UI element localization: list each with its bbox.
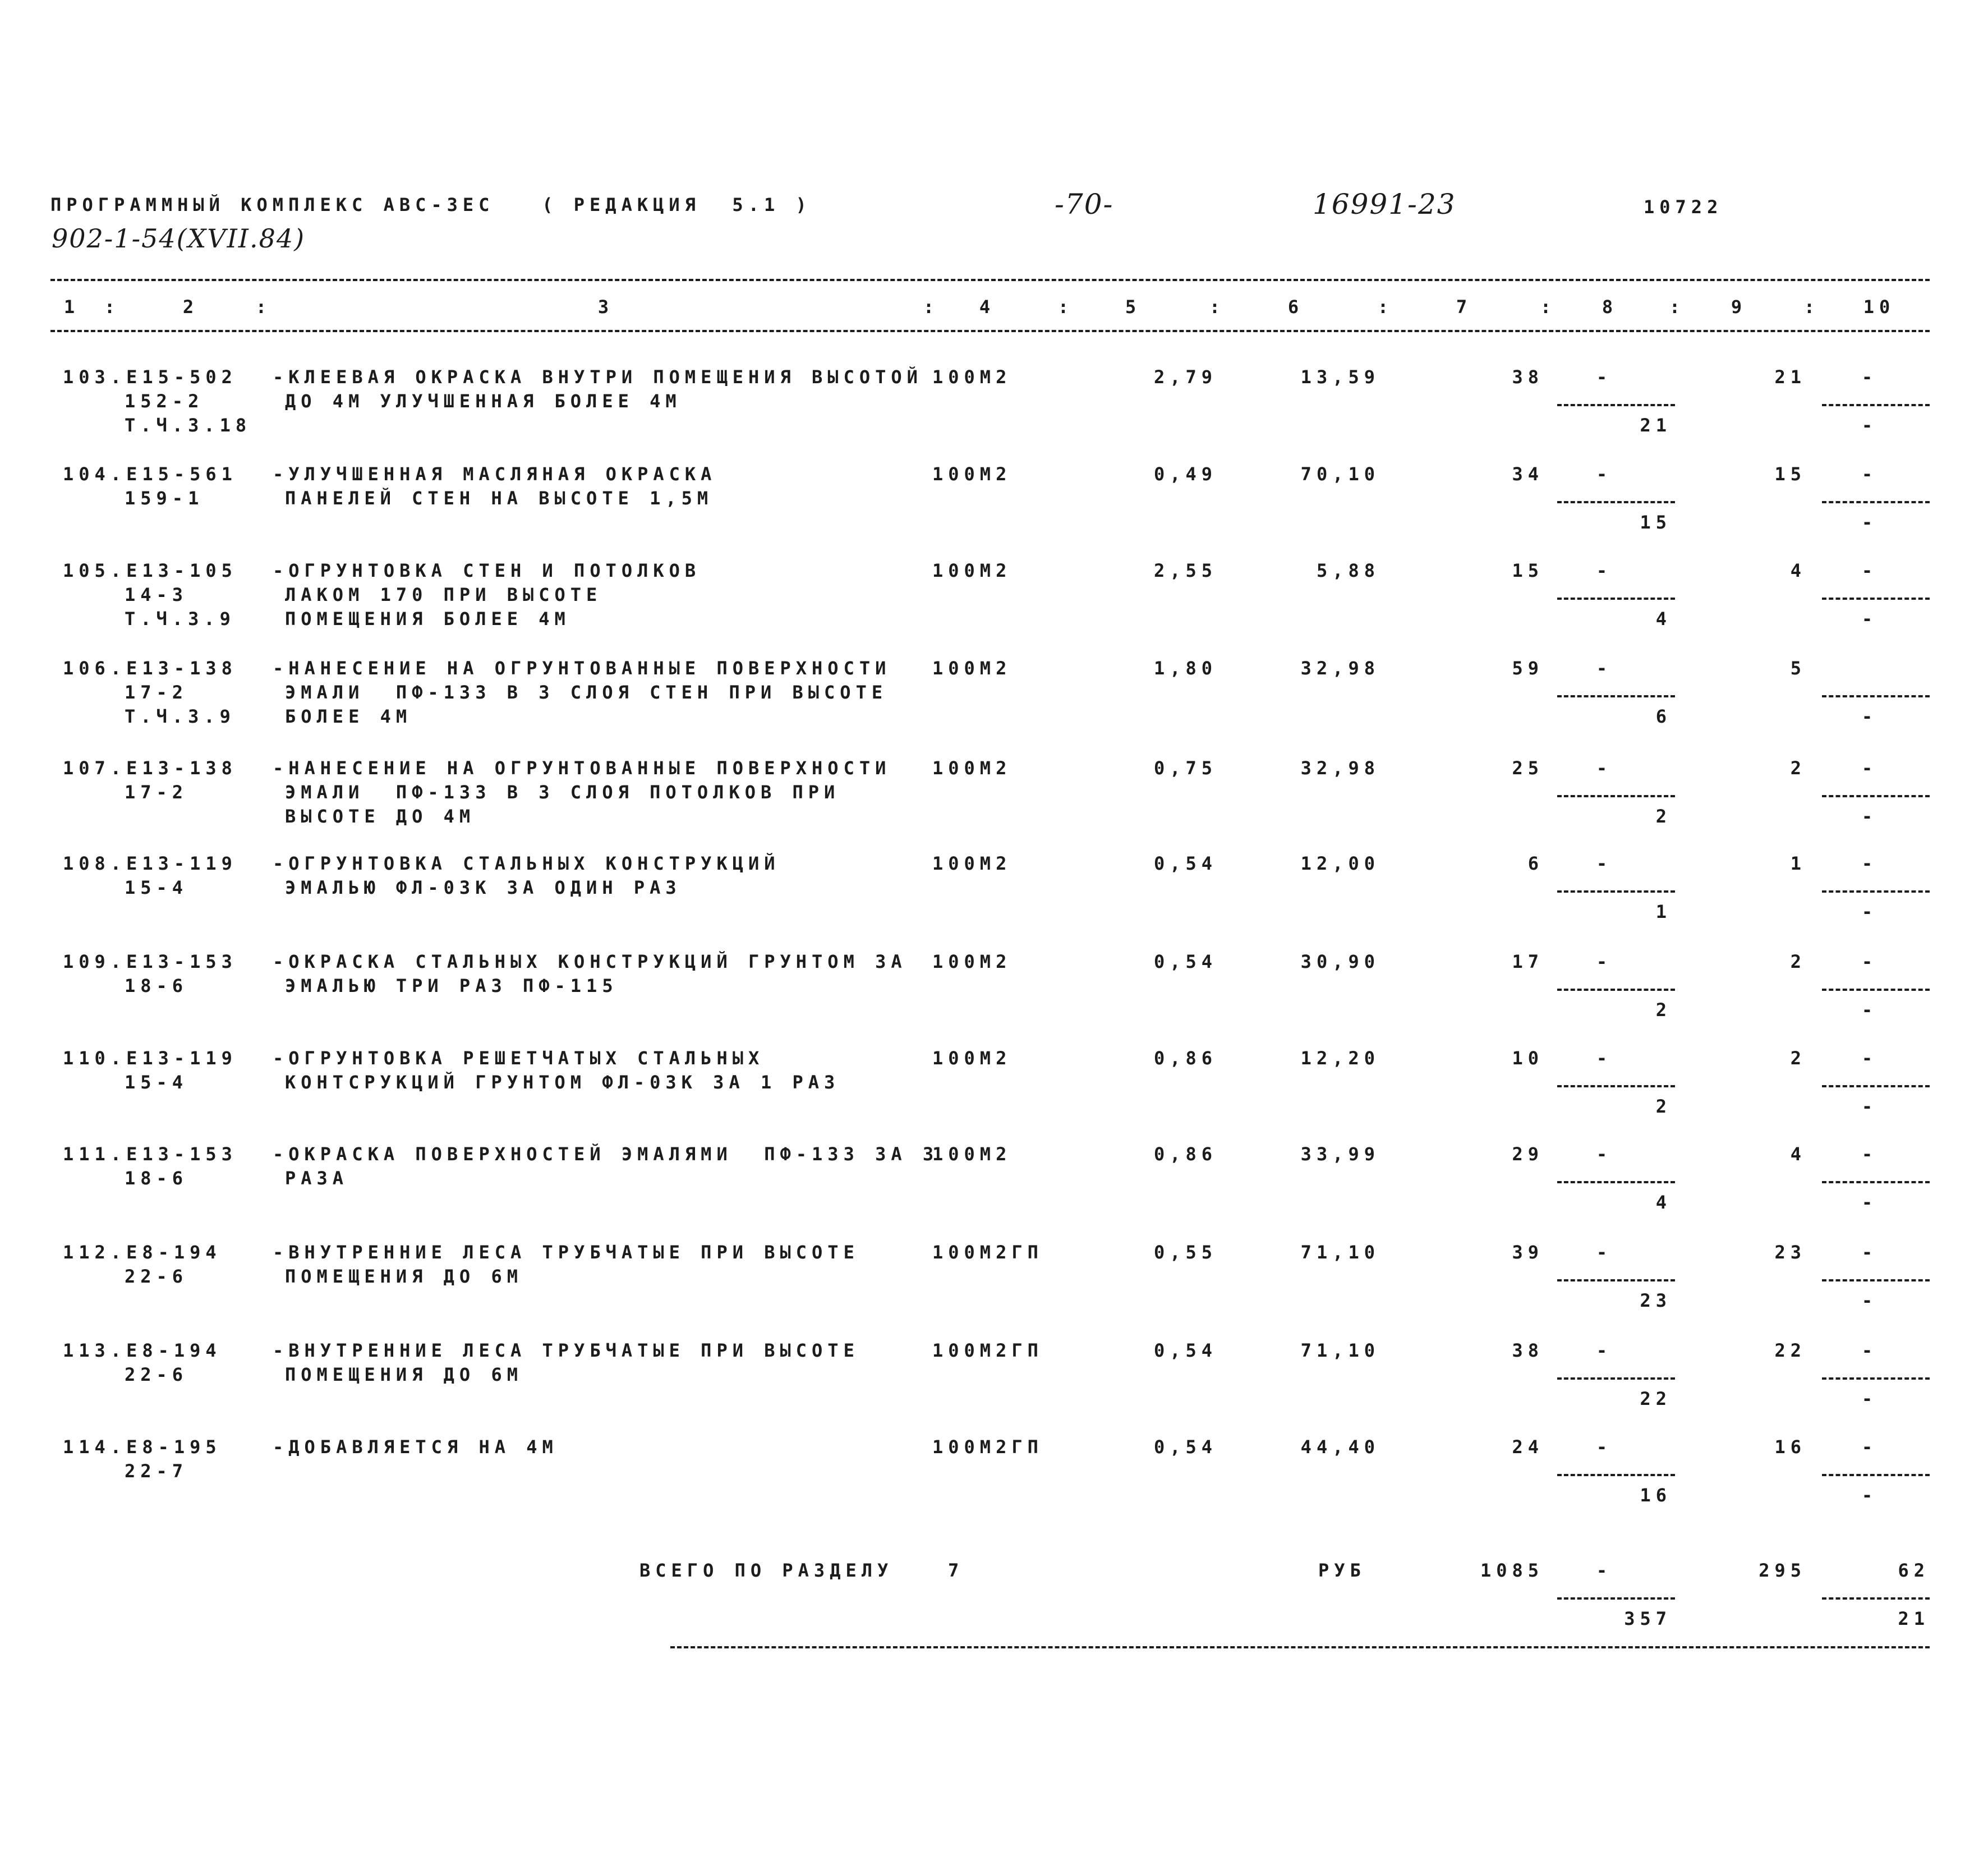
- program-title: ПРОГРАММНЫЙ КОМПЛЕКС АВС-ЗЕС ( РЕДАКЦИЯ 5.1 ): [50, 194, 812, 215]
- column-number: 5: [1125, 296, 1142, 318]
- col8-bottom: 2: [1655, 806, 1672, 827]
- total-cost: 38: [1512, 1340, 1544, 1361]
- col10-bottom: -: [1861, 1485, 1878, 1506]
- summary-section: 7: [948, 1560, 964, 1581]
- col8-top: -: [1596, 1242, 1613, 1263]
- project-code: 16991-23: [1313, 188, 1456, 220]
- unit: 100М2: [932, 951, 1012, 972]
- work-description-line: -НАНЕСЕНИЕ НА ОГРУНТОВАННЫЕ ПОВЕРХНОСТИ: [273, 757, 891, 779]
- col8-bottom: 22: [1640, 1388, 1672, 1409]
- column-separator: :: [1803, 296, 1820, 318]
- col8-bottom: 4: [1655, 608, 1672, 630]
- norm-reference: 18-6: [125, 1168, 188, 1189]
- header-rule-bottom: [50, 330, 1930, 332]
- total-cost: 39: [1512, 1242, 1544, 1263]
- work-description-line: -УЛУЧШЕННАЯ МАСЛЯНАЯ ОКРАСКА: [273, 463, 717, 485]
- item-code: 108.Е13-119: [63, 853, 237, 874]
- col8-top: -: [1596, 1340, 1613, 1361]
- quantity: 0,54: [1153, 951, 1217, 972]
- item-code: 110.Е13-119: [63, 1048, 237, 1069]
- unit: 100М2ГП: [932, 1340, 1043, 1361]
- col8-bottom: 21: [1640, 415, 1672, 436]
- norm-reference: 22-6: [125, 1364, 188, 1385]
- col8-bottom: 15: [1640, 512, 1672, 533]
- col8-top: -: [1596, 366, 1613, 388]
- column-separator: :: [1377, 296, 1394, 318]
- column-number: 10: [1863, 296, 1895, 318]
- col9-value: 21: [1774, 366, 1806, 388]
- col10-divider: [1822, 1085, 1930, 1087]
- col9-value: 2: [1790, 1048, 1806, 1069]
- col10-top: -: [1861, 1048, 1878, 1069]
- work-description-line: КОНТСРУКЦИЙ ГРУНТОМ ФЛ-03К ЗА 1 РАЗ: [285, 1072, 840, 1093]
- unit: 100М2: [932, 658, 1012, 679]
- col8-top: -: [1596, 658, 1613, 679]
- col10-bottom: -: [1861, 1388, 1878, 1409]
- work-description-line: -ОГРУНТОВКА СТЕН И ПОТОЛКОВ: [273, 560, 701, 581]
- col8-divider: [1557, 404, 1675, 406]
- col10-divider: [1822, 795, 1930, 797]
- col8-top: -: [1596, 463, 1613, 485]
- column-number: 6: [1287, 296, 1304, 318]
- unit: 100М2ГП: [932, 1242, 1043, 1263]
- norm-reference: 17-2: [125, 682, 188, 703]
- norm-reference: 159-1: [125, 488, 204, 509]
- document-reference: 902-1-54(XVII.84): [52, 223, 306, 254]
- quantity: 2,79: [1153, 366, 1217, 388]
- column-number: 2: [182, 296, 199, 318]
- total-cost: 34: [1512, 463, 1544, 485]
- work-description-line: -ОКРАСКА СТАЛЬНЫХ КОНСТРУКЦИЙ ГРУНТОМ ЗА: [273, 951, 907, 972]
- col8-top: -: [1596, 1143, 1613, 1165]
- work-description-line: ЭМАЛИ ПФ-133 В 3 СЛОЯ СТЕН ПРИ ВЫСОТЕ: [285, 682, 888, 703]
- work-description-line: -КЛЕЕВАЯ ОКРАСКА ВНУТРИ ПОМЕЩЕНИЯ ВЫСОТОЙ: [273, 366, 923, 388]
- work-description-line: -ОКРАСКА ПОВЕРХНОСТЕЙ ЭМАЛЯМИ ПФ-133 ЗА 3: [273, 1143, 939, 1165]
- column-number: 9: [1731, 296, 1747, 318]
- col8-bottom: 1: [1655, 901, 1672, 922]
- unit: 100М2: [932, 757, 1012, 779]
- unit-price: 71,10: [1300, 1242, 1380, 1263]
- col9-value: 2: [1790, 951, 1806, 972]
- column-separator: :: [1209, 296, 1226, 318]
- item-code: 112.Е8-194: [63, 1242, 222, 1263]
- total-cost: 59: [1512, 658, 1544, 679]
- col10-divider: [1822, 1181, 1930, 1183]
- col10-top: -: [1861, 1143, 1878, 1165]
- coefficient-reference: Т.Ч.3.9: [125, 706, 236, 727]
- item-code: 113.Е8-194: [63, 1340, 222, 1361]
- col10-bottom: -: [1861, 901, 1878, 922]
- summary-col10-bottom: 21: [1898, 1608, 1930, 1629]
- col8-divider: [1557, 795, 1675, 797]
- item-code: 107.Е13-138: [63, 757, 237, 779]
- col8-divider: [1557, 989, 1675, 991]
- col10-bottom: -: [1861, 1096, 1878, 1117]
- col10-bottom: -: [1861, 706, 1878, 727]
- col10-divider: [1822, 501, 1930, 503]
- unit: 100М2: [932, 366, 1012, 388]
- work-description-line: ПОМЕЩЕНИЯ БОЛЕЕ 4М: [285, 608, 570, 630]
- work-description-line: ЭМАЛЬЮ ФЛ-03К ЗА ОДИН РАЗ: [285, 877, 682, 898]
- col8-top: -: [1596, 1048, 1613, 1069]
- total-cost: 6: [1527, 853, 1544, 874]
- col9-value: 5: [1790, 658, 1806, 679]
- summary-total: 1085: [1480, 1560, 1544, 1581]
- coefficient-reference: Т.Ч.3.18: [125, 415, 252, 436]
- column-separator: :: [255, 296, 272, 318]
- work-description-line: РАЗА: [285, 1168, 349, 1189]
- norm-reference: 22-6: [125, 1266, 188, 1287]
- col8-divider: [1557, 890, 1675, 893]
- summary-label: ВСЕГО ПО РАЗДЕЛУ: [639, 1560, 894, 1581]
- col8-divider: [1557, 1085, 1675, 1087]
- column-separator: :: [1540, 296, 1557, 318]
- unit-price: 33,99: [1300, 1143, 1380, 1165]
- col9-value: 1: [1790, 853, 1806, 874]
- unit-price: 12,00: [1300, 853, 1380, 874]
- item-code: 114.Е8-195: [63, 1436, 222, 1458]
- col9-value: 16: [1774, 1436, 1806, 1458]
- work-description-line: -НАНЕСЕНИЕ НА ОГРУНТОВАННЫЕ ПОВЕРХНОСТИ: [273, 658, 891, 679]
- col10-top: -: [1861, 560, 1878, 581]
- unit-price: 12,20: [1300, 1048, 1380, 1069]
- col10-top: -: [1861, 1242, 1878, 1263]
- col8-bottom: 23: [1640, 1290, 1672, 1311]
- unit: 100М2: [932, 463, 1012, 485]
- col8-divider: [1557, 598, 1675, 600]
- col8-top: -: [1596, 853, 1613, 874]
- work-description-line: ПОМЕЩЕНИЯ ДО 6М: [285, 1266, 523, 1287]
- unit-price: 13,59: [1300, 366, 1380, 388]
- col10-bottom: -: [1861, 415, 1878, 436]
- col8-top: -: [1596, 1436, 1613, 1458]
- quantity: 0,55: [1153, 1242, 1217, 1263]
- col10-divider: [1822, 1377, 1930, 1380]
- col9-value: 4: [1790, 1143, 1806, 1165]
- work-description-line: -ОГРУНТОВКА СТАЛЬНЫХ КОНСТРУКЦИЙ: [273, 853, 780, 874]
- column-number: 7: [1456, 296, 1472, 318]
- column-separator: :: [923, 296, 940, 318]
- col10-divider: [1822, 404, 1930, 406]
- quantity: 0,54: [1153, 1436, 1217, 1458]
- norm-reference: 15-4: [125, 877, 188, 898]
- summary-col8-top: -: [1596, 1560, 1613, 1581]
- summary-col8-divider: [1557, 1597, 1675, 1600]
- item-code: 106.Е13-138: [63, 658, 237, 679]
- quantity: 0,75: [1153, 757, 1217, 779]
- total-cost: 15: [1512, 560, 1544, 581]
- norm-reference: 15-4: [125, 1072, 188, 1093]
- work-description-line: ЛАКОМ 170 ПРИ ВЫСОТЕ: [285, 584, 602, 605]
- column-separator: :: [1057, 296, 1074, 318]
- col8-bottom: 6: [1655, 706, 1672, 727]
- work-description-line: ЭМАЛИ ПФ-133 В 3 СЛОЯ ПОТОЛКОВ ПРИ: [285, 782, 840, 803]
- col10-bottom: -: [1861, 608, 1878, 630]
- col10-bottom: -: [1861, 806, 1878, 827]
- work-description-line: ВЫСОТЕ ДО 4М: [285, 806, 476, 827]
- summary-col10-divider: [1822, 1597, 1930, 1600]
- unit-price: 32,98: [1300, 757, 1380, 779]
- col10-divider: [1822, 1474, 1930, 1476]
- quantity: 1,80: [1153, 658, 1217, 679]
- item-code: 105.Е13-105: [63, 560, 237, 581]
- unit: 100М2ГП: [932, 1436, 1043, 1458]
- col9-value: 2: [1790, 757, 1806, 779]
- document-number: 10722: [1644, 196, 1723, 218]
- col8-top: -: [1596, 757, 1613, 779]
- col8-divider: [1557, 1377, 1675, 1380]
- item-code: 104.Е15-561: [63, 463, 237, 485]
- col10-divider: [1822, 598, 1930, 600]
- col10-bottom: -: [1861, 999, 1878, 1021]
- column-separator: :: [1669, 296, 1686, 318]
- total-cost: 29: [1512, 1143, 1544, 1165]
- column-number: 8: [1602, 296, 1618, 318]
- summary-rule-bottom: [670, 1646, 1930, 1648]
- unit-price: 32,98: [1300, 658, 1380, 679]
- total-cost: 24: [1512, 1436, 1544, 1458]
- column-separator: :: [104, 296, 121, 318]
- item-code: 111.Е13-153: [63, 1143, 237, 1165]
- work-description-line: -ВНУТРЕННИЕ ЛЕСА ТРУБЧАТЫЕ ПРИ ВЫСОТЕ: [273, 1242, 859, 1263]
- col10-top: -: [1861, 757, 1878, 779]
- column-number: 4: [979, 296, 996, 318]
- summary-col10-top: 62: [1898, 1560, 1930, 1581]
- quantity: 0,86: [1153, 1143, 1217, 1165]
- col10-bottom: -: [1861, 512, 1878, 533]
- unit: 100М2: [932, 560, 1012, 581]
- total-cost: 17: [1512, 951, 1544, 972]
- work-description-line: -ВНУТРЕННИЕ ЛЕСА ТРУБЧАТЫЕ ПРИ ВЫСОТЕ: [273, 1340, 859, 1361]
- col10-top: -: [1861, 951, 1878, 972]
- norm-reference: 22-7: [125, 1460, 188, 1482]
- col10-divider: [1822, 1279, 1930, 1281]
- quantity: 0,86: [1153, 1048, 1217, 1069]
- page-number: -70-: [1055, 188, 1114, 220]
- unit: 100М2: [932, 1048, 1012, 1069]
- summary-col9: 295: [1759, 1560, 1806, 1581]
- unit-price: 5,88: [1316, 560, 1380, 581]
- work-description-line: -ОГРУНТОВКА РЕШЕТЧАТЫХ СТАЛЬНЫХ: [273, 1048, 765, 1069]
- col9-value: 4: [1790, 560, 1806, 581]
- work-description-line: ДО 4М УЛУЧШЕННАЯ БОЛЕЕ 4М: [285, 391, 682, 412]
- unit-price: 70,10: [1300, 463, 1380, 485]
- work-description-line: БОЛЕЕ 4М: [285, 706, 412, 727]
- col10-top: -: [1861, 1340, 1878, 1361]
- col8-divider: [1557, 695, 1675, 697]
- quantity: 0,54: [1153, 1340, 1217, 1361]
- col9-value: 23: [1774, 1242, 1806, 1263]
- unit-price: 44,40: [1300, 1436, 1380, 1458]
- total-cost: 38: [1512, 366, 1544, 388]
- summary-col8-bottom: 357: [1624, 1608, 1672, 1629]
- col10-divider: [1822, 989, 1930, 991]
- col10-top: -: [1861, 853, 1878, 874]
- col10-divider: [1822, 890, 1930, 893]
- col9-value: 22: [1774, 1340, 1806, 1361]
- work-description-line: -ДОБАВЛЯЕТСЯ НА 4М: [273, 1436, 558, 1458]
- col8-divider: [1557, 1181, 1675, 1183]
- column-number: 3: [597, 296, 614, 318]
- col8-divider: [1557, 1474, 1675, 1476]
- unit: 100М2: [932, 853, 1012, 874]
- total-cost: 25: [1512, 757, 1544, 779]
- work-description-line: ПАНЕЛЕЙ СТЕН НА ВЫСОТЕ 1,5М: [285, 488, 714, 509]
- col8-bottom: 16: [1640, 1485, 1672, 1506]
- norm-reference: 17-2: [125, 782, 188, 803]
- col10-bottom: -: [1861, 1290, 1878, 1311]
- col8-top: -: [1596, 560, 1613, 581]
- col8-divider: [1557, 501, 1675, 503]
- work-description-line: ПОМЕЩЕНИЯ ДО 6М: [285, 1364, 523, 1385]
- col8-divider: [1557, 1279, 1675, 1281]
- item-code: 109.Е13-153: [63, 951, 237, 972]
- norm-reference: 152-2: [125, 391, 204, 412]
- coefficient-reference: Т.Ч.3.9: [125, 608, 236, 630]
- header-rule-top: [50, 279, 1930, 281]
- quantity: 0,49: [1153, 463, 1217, 485]
- norm-reference: 18-6: [125, 975, 188, 996]
- unit-price: 71,10: [1300, 1340, 1380, 1361]
- col10-bottom: -: [1861, 1192, 1878, 1213]
- col10-top: -: [1861, 1436, 1878, 1458]
- col10-top: -: [1861, 366, 1878, 388]
- col8-top: -: [1596, 951, 1613, 972]
- unit: 100М2: [932, 1143, 1012, 1165]
- work-description-line: ЭМАЛЬЮ ТРИ РАЗ ПФ-115: [285, 975, 618, 996]
- norm-reference: 14-3: [125, 584, 188, 605]
- column-number: 1: [63, 296, 80, 318]
- unit-price: 30,90: [1300, 951, 1380, 972]
- col10-divider: [1822, 695, 1930, 697]
- summary-currency: РУБ: [1318, 1560, 1366, 1581]
- item-code: 103.Е15-502: [63, 366, 237, 388]
- col9-value: 15: [1774, 463, 1806, 485]
- quantity: 0,54: [1153, 853, 1217, 874]
- col8-bottom: 2: [1655, 999, 1672, 1021]
- col10-top: -: [1861, 463, 1878, 485]
- col8-bottom: 4: [1655, 1192, 1672, 1213]
- quantity: 2,55: [1153, 560, 1217, 581]
- total-cost: 10: [1512, 1048, 1544, 1069]
- col8-bottom: 2: [1655, 1096, 1672, 1117]
